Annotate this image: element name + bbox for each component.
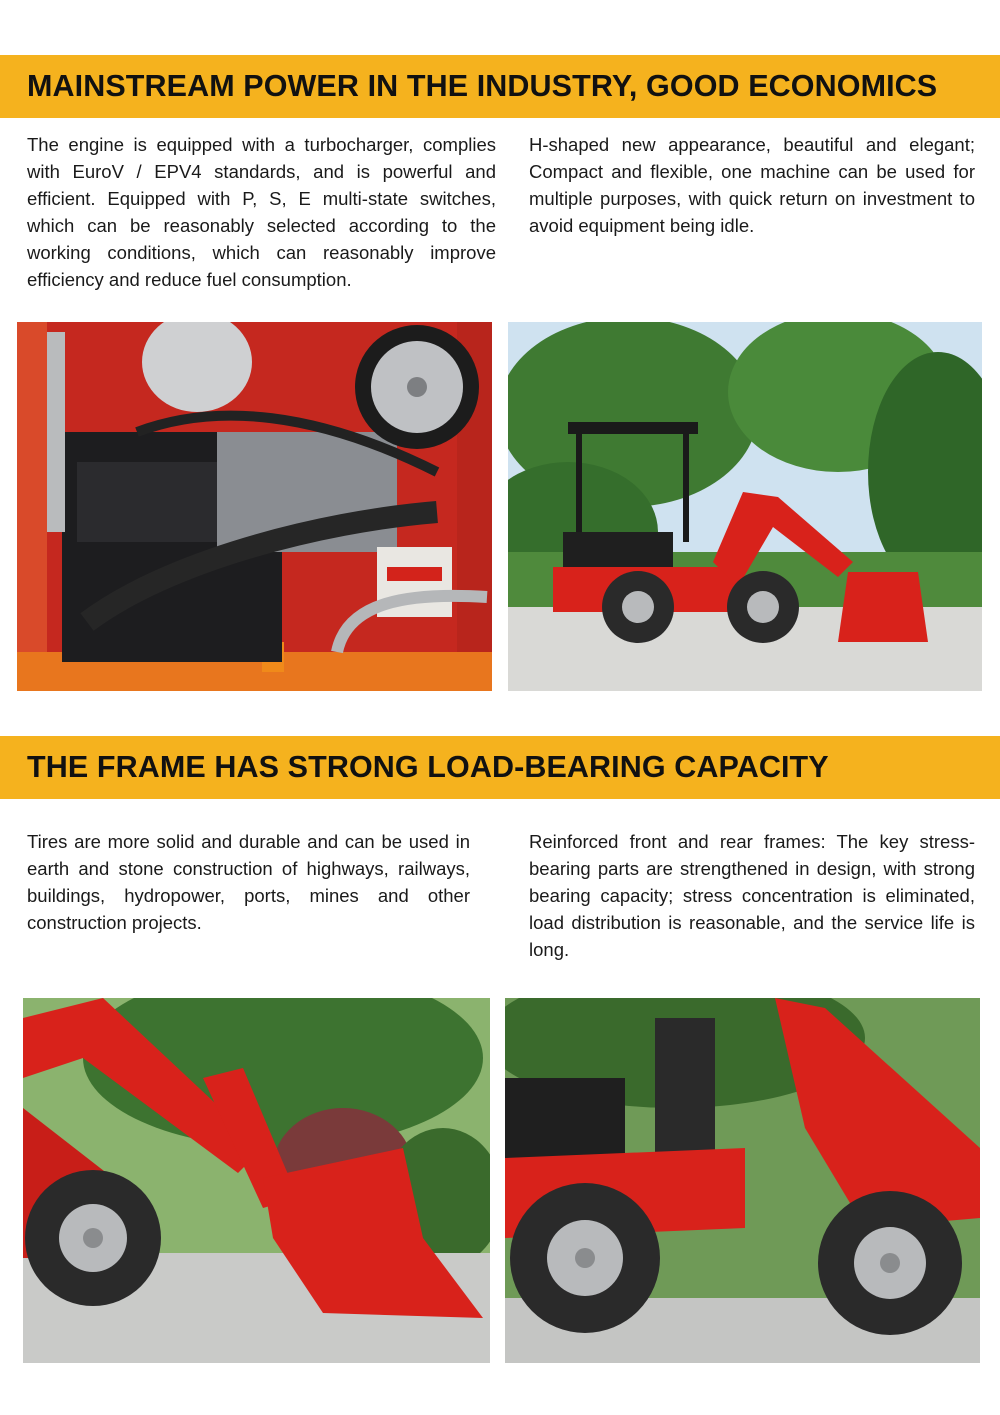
section2-left-paragraph: Tires are more solid and durable and can be used in earth and stone construction of highways, railways, buildings, hydropower, ports, mines and other construction projects. [27,831,470,933]
section1-right-paragraph: H-shaped new appearance, beautiful and elegant; Compact and flexible, one machine can be used for multiple purposes, with quick return on investment to avoid equipment being idle. [529,134,975,236]
section1-heading: MAINSTREAM POWER IN THE INDUSTRY, GOOD ECONOMICS [27,69,938,103]
section2-heading: THE FRAME HAS STRONG LOAD-BEARING CAPACITY [27,750,829,784]
loader-bucket-closeup-photo [23,998,490,1363]
section1-left-paragraph: The engine is equipped with a turbocharger, complies with EuroV / EPV4 standards, and is powerful and efficient. Equipped with P, S, E multi-state switches, which can be reasonably selected according to the working conditions, which can reasonably improve efficiency and reduce fuel consumption. [27,134,496,290]
section1-banner [0,55,1000,118]
engine-compartment-photo [17,322,492,691]
section2-banner [0,736,1000,799]
section2-right-paragraph: Reinforced front and rear frames: The key stress-bearing parts are strengthened in design, with strong bearing capacity; stress concentration is eliminated, load distribution is reasonable, and the service life is long. [529,831,975,960]
wheel-loader-side-view-photo [508,322,982,691]
loader-frame-closeup-photo [505,998,980,1363]
